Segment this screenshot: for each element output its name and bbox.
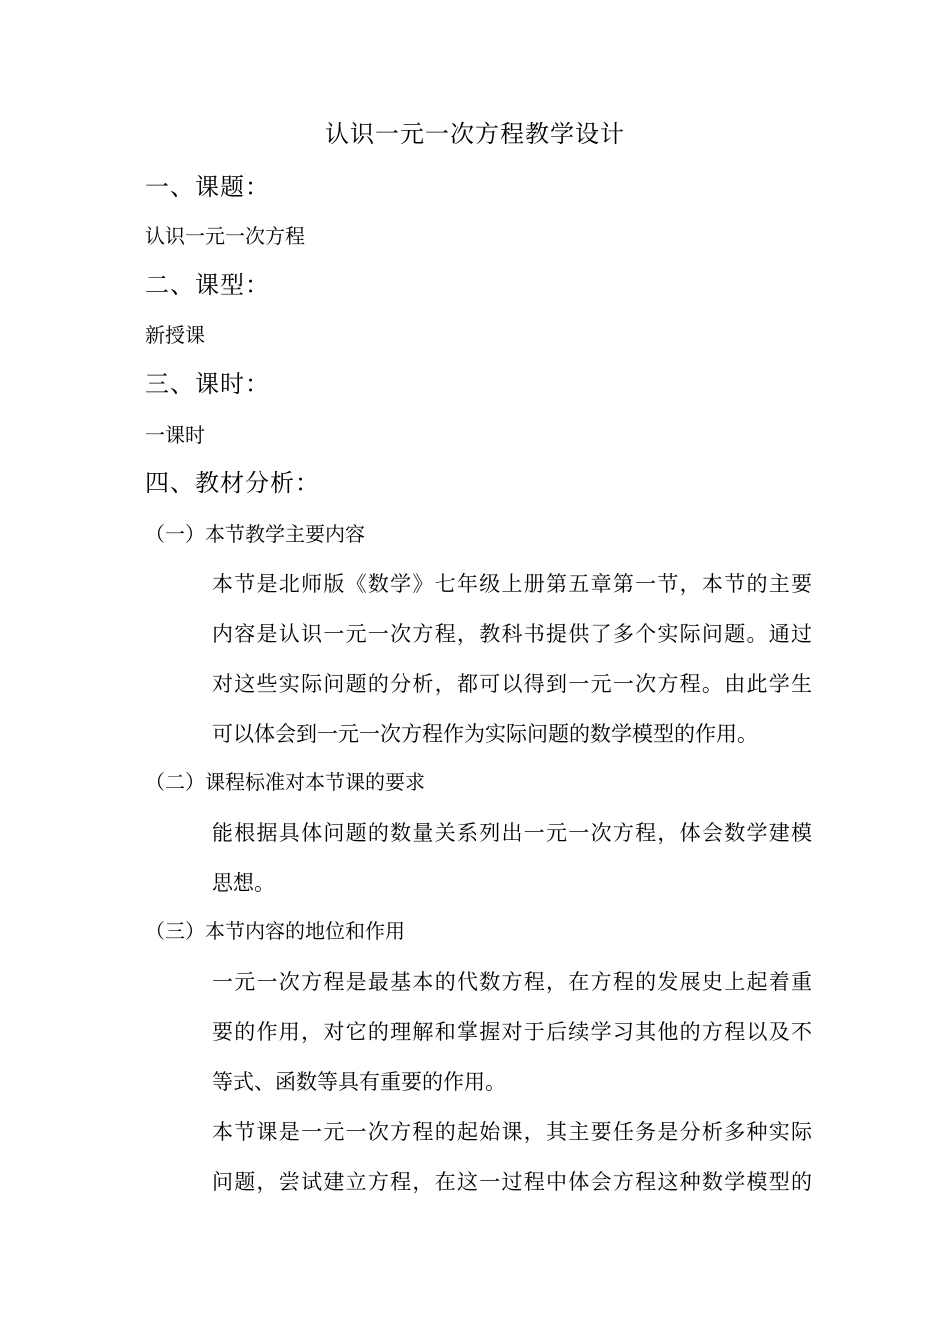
paragraph-line: 对这些实际问题的分析，都可以得到一元一次方程。由此学生: [212, 672, 812, 696]
subsection-heading-2: （二）课程标准对本节课的要求: [145, 770, 425, 794]
subsection-heading-3: （三）本节内容的地位和作用: [145, 919, 405, 943]
document-title: 认识一元一次方程教学设计: [325, 120, 625, 148]
section-content-hours: 一课时: [145, 423, 205, 447]
paragraph-line: 内容是认识一元一次方程，教科书提供了多个实际问题。通过: [212, 622, 812, 646]
subsection-heading-1: （一）本节教学主要内容: [145, 522, 365, 546]
section-content-topic: 认识一元一次方程: [145, 224, 305, 248]
paragraph-line: 思想。: [212, 871, 275, 895]
paragraph-line: 能根据具体问题的数量关系列出一元一次方程，体会数学建模: [212, 821, 812, 845]
paragraph-line: 可以体会到一元一次方程作为实际问题的数学模型的作用。: [212, 722, 758, 746]
paragraph-line: 等式、函数等具有重要的作用。: [212, 1070, 506, 1094]
section-heading-analysis: 四、教材分析：: [145, 469, 320, 497]
subsection-paragraph-1: [212, 559, 812, 759]
paragraph-line: 本节课是一元一次方程的起始课，其主要任务是分析多种实际: [212, 1120, 812, 1144]
paragraph-line: 一元一次方程是最基本的代数方程，在方程的发展史上起着重: [212, 970, 812, 994]
paragraph-line: 本节是北师版《数学》七年级上册第五章第一节，本节的主要: [212, 572, 812, 596]
section-heading-type: 二、课型：: [145, 271, 270, 299]
section-content-type: 新授课: [145, 323, 205, 347]
subsection-paragraph-2: [212, 808, 812, 908]
subsection-paragraph-3b: [212, 1107, 812, 1207]
subsection-paragraph-3a: [212, 957, 812, 1107]
section-heading-topic: 一、课题：: [145, 173, 270, 201]
section-heading-hours: 三、课时：: [145, 370, 270, 398]
paragraph-line: 要的作用，对它的理解和掌握对于后续学习其他的方程以及不: [212, 1020, 812, 1044]
paragraph-line: 问题，尝试建立方程，在这一过程中体会方程这种数学模型的: [212, 1170, 812, 1194]
